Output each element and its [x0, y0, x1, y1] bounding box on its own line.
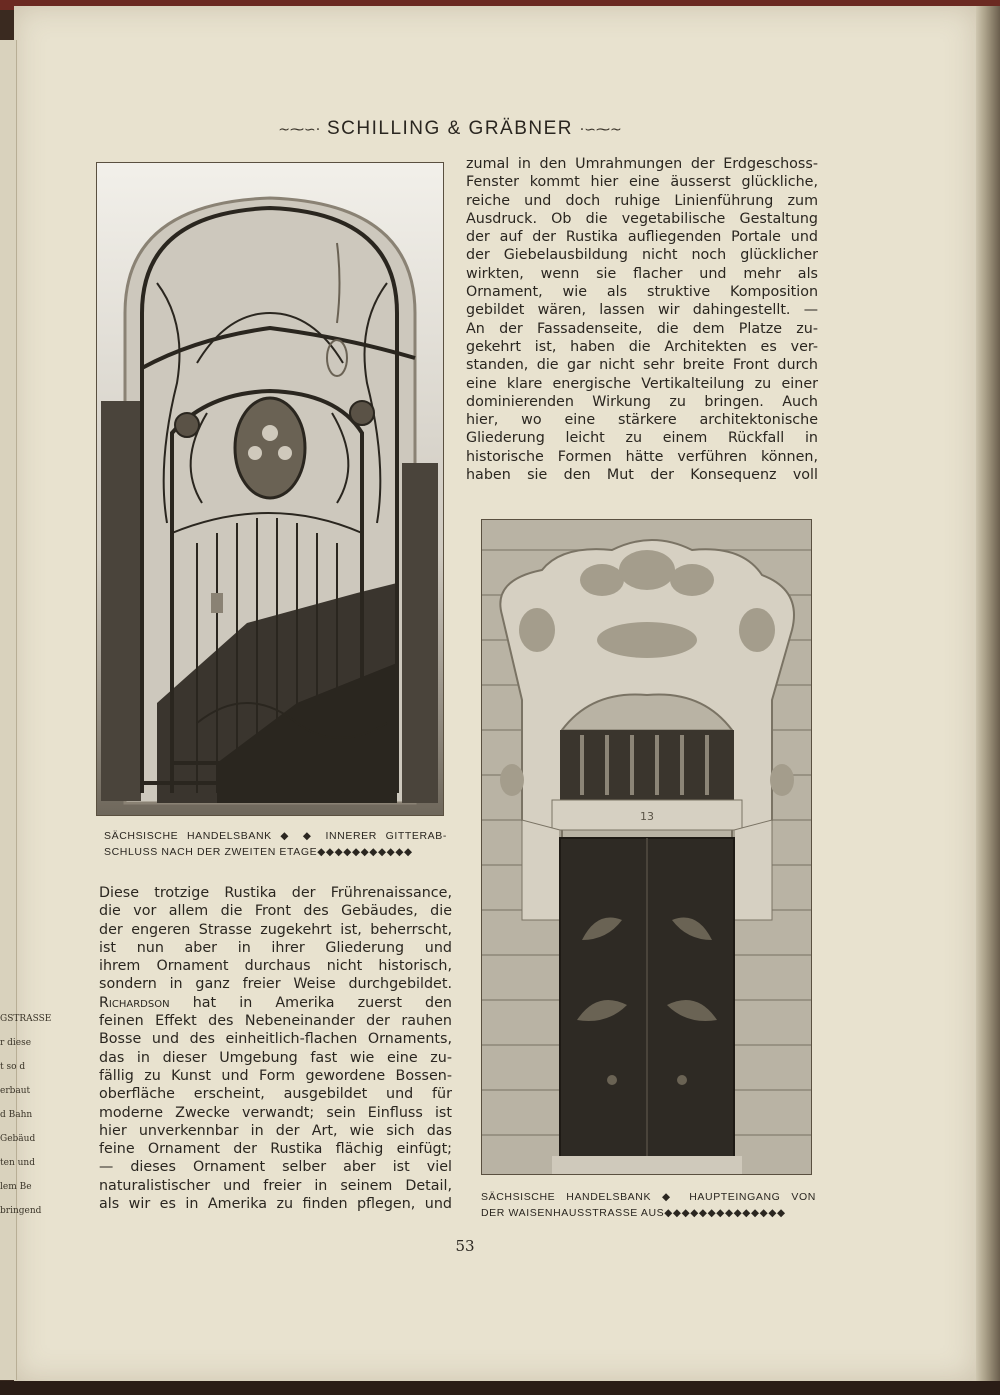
previous-page-fragment: GSTRASSE	[0, 1014, 52, 1024]
page-stack-edge	[976, 6, 1000, 1381]
left-column-line-rest: hat in Amerika zuerst den	[169, 994, 452, 1011]
caption-iron-gate	[104, 828, 447, 860]
previous-page-edge	[0, 40, 52, 1380]
previous-page-fragment: erbaut	[0, 1086, 31, 1096]
running-header	[250, 118, 650, 140]
book-binding-bottom	[0, 1381, 1000, 1395]
iron-gate-illustration	[97, 163, 443, 815]
photo-iron-gate	[96, 162, 444, 816]
right-column-line: standen, die gar nicht sehr breite Front durch	[466, 357, 818, 374]
header-title: SCHILLING & GRÄBNER	[327, 118, 573, 139]
person-name-richardson: Richardson	[99, 994, 170, 1011]
previous-page-fragment: d Bahn	[0, 1110, 33, 1120]
right-column-line: dominierenden Wirkung zu bringen. Auch	[466, 393, 818, 410]
right-column-line: wirkten, wenn sie flacher und mehr als	[466, 265, 818, 282]
caption-iron-gate-line1: SÄCHSISCHE HANDELSBANK ◆ ◆ INNERER GITTERAB-	[104, 830, 447, 842]
previous-page-fragment: lem Be	[0, 1182, 32, 1192]
previous-page-fragment: bringend	[0, 1206, 42, 1216]
left-column-line: ist nun aber in ihrer Gliederung und	[99, 939, 452, 956]
previous-page-fragment: t so d	[0, 1062, 26, 1072]
right-column-line: der Giebelausbildung nicht noch glücklicher	[466, 247, 818, 264]
page-number: 53	[455, 1237, 475, 1255]
left-column-line: hier unverkennbar in der Art, wie sich das	[99, 1122, 452, 1139]
left-column-line: Bosse und des einheitlich-flachen Ornaments,	[99, 1031, 452, 1048]
left-column-line: das in dieser Umgebung fast wie eine zu-	[99, 1049, 452, 1066]
caption-main-portal	[481, 1189, 816, 1221]
left-column-line: sondern in ganz freier Weise durchgebildet.	[99, 976, 452, 993]
left-column-line: Diese trotzige Rustika der Frührenaissance,	[99, 885, 452, 901]
caption-main-portal-line2: DER WAISENHAUSSTRASSE AUS◆◆◆◆◆◆◆◆◆◆◆◆◆◆	[481, 1207, 786, 1219]
right-column-line: haben sie den Mut der Konsequenz voll	[466, 467, 818, 484]
right-column-line: gebildet wären, lassen wir dahingestellt. —	[466, 302, 818, 319]
left-column-line: ihrem Ornament durchaus nicht historisch,	[99, 958, 452, 975]
right-column-line: Ornament, wie als struktive Komposition	[466, 284, 818, 301]
previous-page-fragment: Gebäud	[0, 1134, 36, 1144]
left-column-line: fällig zu Kunst und Form gewordene Bossen-	[99, 1067, 452, 1084]
right-column-text	[466, 155, 818, 484]
header-ornament-right: ·∽⁓~	[579, 122, 622, 138]
caption-iron-gate-line2: SCHLUSS NACH DER ZWEITEN ETAGE◆◆◆◆◆◆◆◆◆◆◆	[104, 846, 413, 858]
previous-page-fragment: r diese	[0, 1038, 32, 1048]
left-column-line: feinen Effekt des Nebeneinander der rauhen	[99, 1013, 452, 1030]
right-column-line: eine klare energische Vertikalteilung zu einer	[466, 375, 818, 392]
portal-illustration	[482, 520, 811, 1174]
left-column-line: — dieses Ornament selber aber ist viel	[99, 1159, 452, 1176]
right-column-line: Ausdruck. Ob die vegetabilische Gestaltung	[466, 210, 818, 227]
right-column-line: An der Fassadenseite, die dem Platze zu-	[466, 320, 818, 337]
right-column-line: Fenster kommt hier eine äusserst glückliche,	[466, 174, 818, 191]
left-column-line	[99, 994, 452, 1012]
portal-house-number: 13	[640, 810, 654, 823]
header-ornament-left: ~⁓∽·	[278, 122, 321, 138]
left-column-line: feine Ornament der Rustika flächig einfügt;	[99, 1141, 452, 1158]
left-column-line: moderne Zwecke verwandt; sein Einfluss ist	[99, 1104, 452, 1121]
left-column-text	[99, 884, 452, 1213]
photo-main-portal	[481, 519, 812, 1175]
left-column-line: naturalistischer und freier in seinem Detail,	[99, 1177, 452, 1194]
right-column-line: gekehrt ist, haben die Architekten es ver-	[466, 338, 818, 355]
left-column-line: die vor allem die Front des Gebäudes, die	[99, 903, 452, 920]
left-column-line: als wir es in Amerika zu finden pflegen, und	[99, 1196, 452, 1213]
right-column-line: historische Formen hätte verführen können,	[466, 448, 818, 465]
right-column-line: hier, wo eine stärkere architektonische	[466, 412, 818, 429]
right-column-line: der auf der Rustika aufliegenden Portale und	[466, 229, 818, 246]
left-column-line: der engeren Strasse zugekehrt ist, beherrscht,	[99, 921, 452, 938]
right-column-line: Gliederung leicht zu einem Rückfall in	[466, 430, 818, 447]
caption-main-portal-line1: SÄCHSISCHE HANDELSBANK ◆ HAUPTEINGANG VON	[481, 1191, 816, 1203]
right-column-line: reiche und doch ruhige Linienführung zum	[466, 192, 818, 209]
right-column-line: zumal in den Umrahmungen der Erdgeschoss-	[466, 156, 818, 172]
left-column-line: oberfläche erscheint, ausgebildet und für	[99, 1086, 452, 1103]
previous-page-fragment: ten und	[0, 1158, 35, 1168]
